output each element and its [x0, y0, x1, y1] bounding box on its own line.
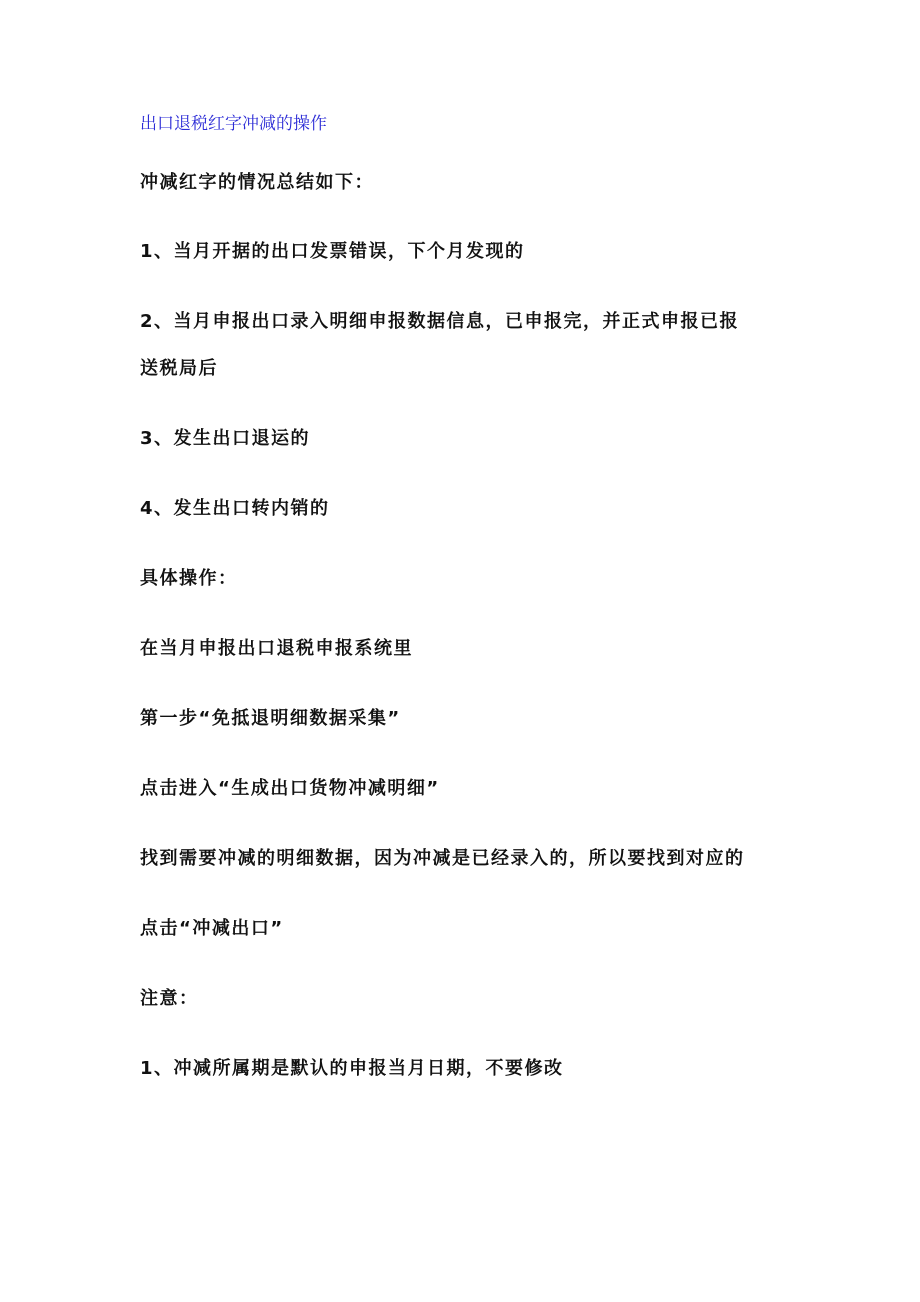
case-item-3: 3、发生出口退运的 — [140, 428, 311, 449]
notes-heading: 注意： — [140, 988, 199, 1009]
operation-step-1: 第一步“免抵退明细数据采集” — [140, 708, 401, 729]
case-item-1: 1、当月开据的出口发票错误，下个月发现的 — [140, 241, 525, 262]
operation-heading: 具体操作： — [140, 568, 238, 589]
note-item-1: 1、冲减所属期是默认的申报当月日期，不要修改 — [140, 1058, 564, 1079]
operation-step-4: 点击“冲减出口” — [140, 918, 284, 939]
case-item-2: 2、当月申报出口录入明细申报数据信息，已申报完，并正式申报已报 — [140, 311, 740, 332]
document-title: 出口退税红字冲减的操作 — [140, 114, 327, 134]
case-item-4: 4、发生出口转内销的 — [140, 498, 330, 519]
operation-step-2: 点击进入“生成出口货物冲减明细” — [140, 778, 440, 799]
operation-step-intro: 在当月申报出口退税申报系统里 — [140, 638, 413, 659]
summary-heading: 冲减红字的情况总结如下： — [140, 172, 374, 193]
case-item-2-continued: 送税局后 — [140, 358, 218, 379]
operation-step-3: 找到需要冲减的明细数据，因为冲减是已经录入的，所以要找到对应的 — [140, 848, 745, 869]
